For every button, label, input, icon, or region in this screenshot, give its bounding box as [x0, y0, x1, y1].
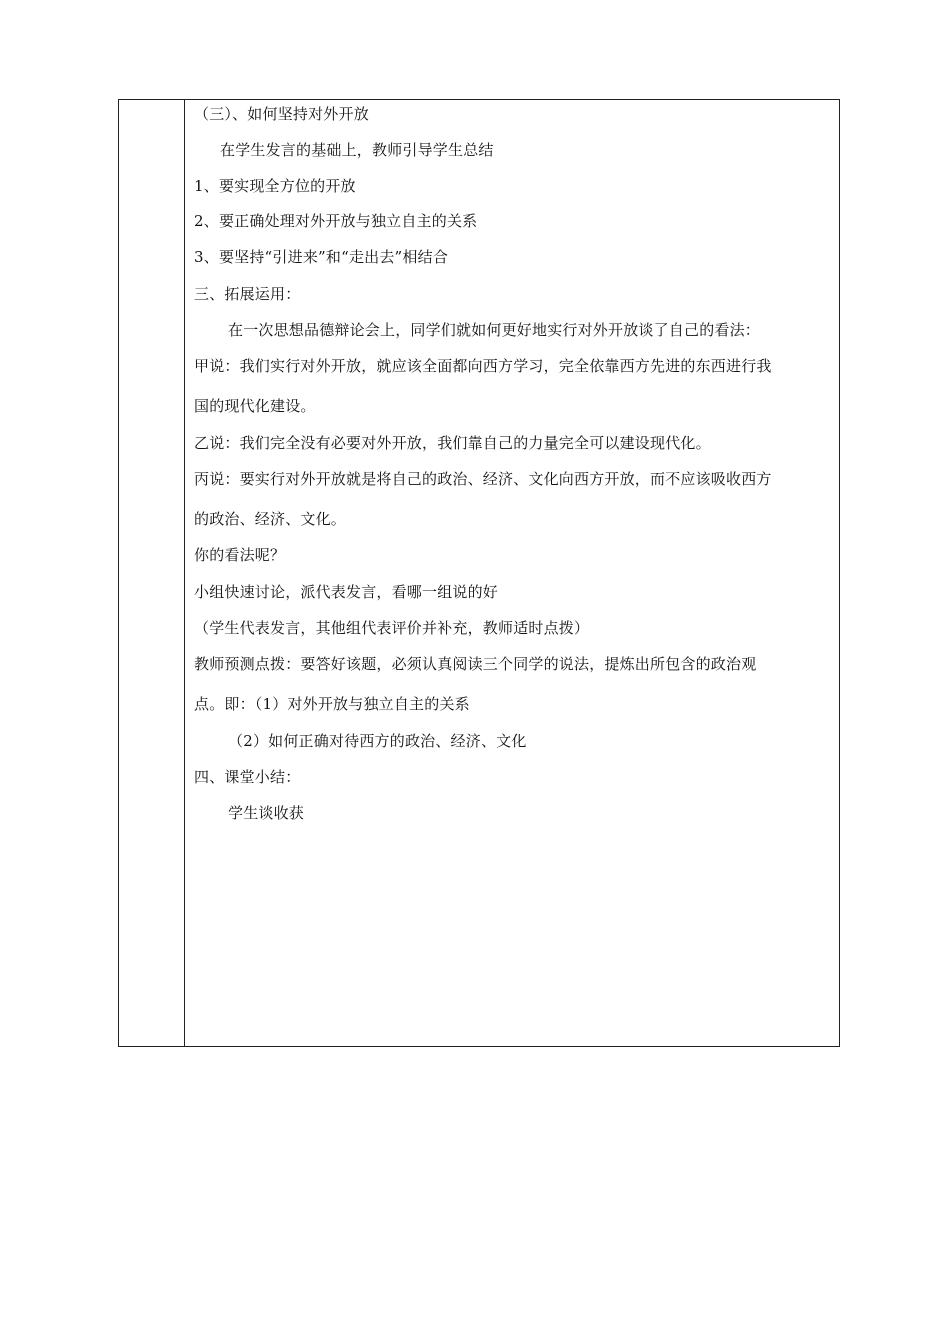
point-3: 3、要坚持“引进来”和“走出去”相结合 — [194, 248, 449, 266]
heading-class-summary: 四、课堂小结： — [194, 768, 301, 786]
debate-intro: 在一次思想品德辩论会上，同学们就如何更好地实行对外开放谈了自己的看法： — [228, 321, 761, 339]
teacher-guidance-line3: （2）如何正确对待西方的政治、经济、文化 — [228, 732, 527, 750]
opinion-b: 乙说：我们完全没有必要对外开放，我们靠自己的力量完全可以建设现代化。 — [194, 434, 711, 452]
student-harvest: 学生谈收获 — [228, 804, 305, 822]
table-left-column — [119, 100, 185, 1046]
teacher-summary-intro: 在学生发言的基础上，教师引导学生总结 — [220, 141, 494, 159]
opinion-c-line2: 的政治、经济、文化。 — [194, 510, 347, 528]
heading-three-open-policy: （三）、如何坚持对外开放 — [194, 105, 369, 123]
your-view-question: 你的看法呢？ — [194, 546, 286, 564]
opinion-a-line1: 甲说：我们实行对外开放，就应该全面都向西方学习，完全依靠西方先进的东西进行我 — [194, 357, 772, 375]
heading-extension: 三、拓展运用： — [194, 285, 301, 303]
student-representative-note: （学生代表发言，其他组代表评价并补充，教师适时点拨） — [194, 619, 590, 637]
point-2: 2、要正确处理对外开放与独立自主的关系 — [194, 212, 478, 230]
opinion-c-line1: 丙说：要实行对外开放就是将自己的政治、经济、文化向西方开放，而不应该吸收西方 — [194, 470, 772, 488]
opinion-a-line2: 国的现代化建设。 — [194, 397, 316, 415]
teacher-guidance-line2: 点。即：（1）对外开放与独立自主的关系 — [194, 695, 470, 713]
point-1: 1、要实现全方位的开放 — [194, 177, 356, 195]
teacher-guidance-line1: 教师预测点拨：要答好该题，必须认真阅读三个同学的说法，提炼出所包含的政治观 — [194, 655, 757, 673]
group-discussion: 小组快速讨论，派代表发言，看哪一组说的好 — [194, 583, 499, 601]
lesson-table — [118, 99, 840, 1047]
